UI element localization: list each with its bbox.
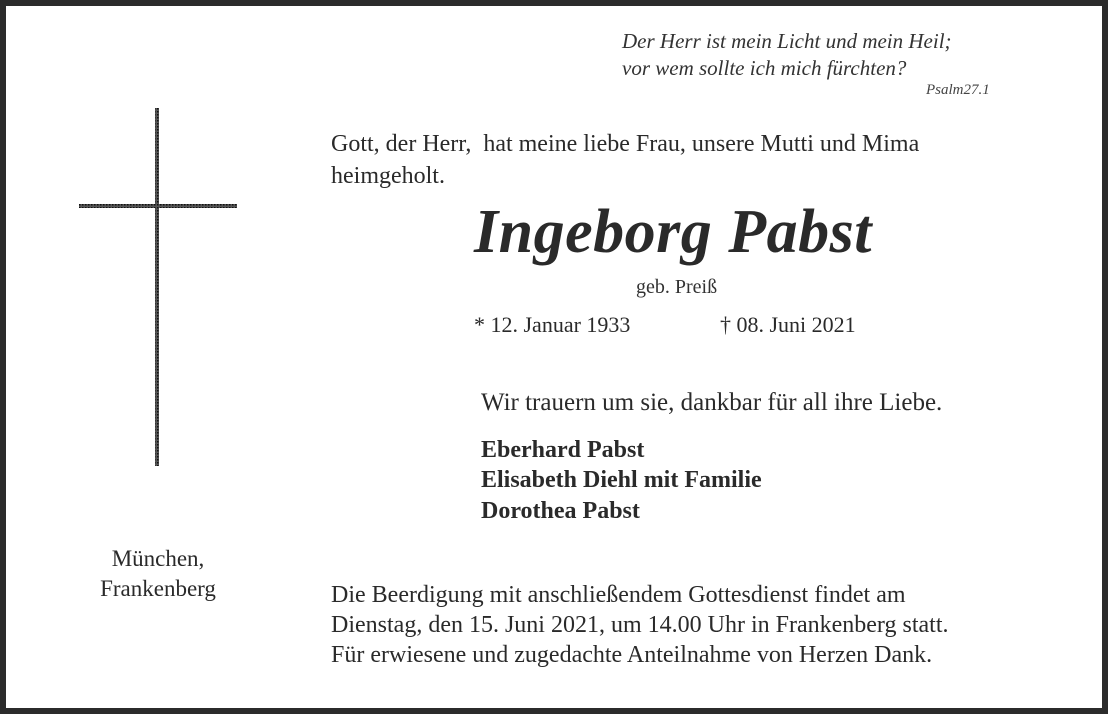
intro-line-1: Gott, der Herr, hat meine liebe Frau, unsere Mutti und Mima bbox=[331, 131, 920, 157]
funeral-notice bbox=[331, 580, 948, 670]
mourner-name: Dorothea Pabst bbox=[481, 498, 640, 524]
place-line-2: Frankenberg bbox=[100, 576, 216, 601]
places bbox=[60, 544, 256, 604]
mourning-text: Wir trauern um sie, dankbar für all ihre Liebe. bbox=[481, 389, 943, 416]
psalm-source: Psalm27.1 bbox=[926, 82, 990, 98]
intro-line-2: heimgeholt. bbox=[331, 163, 445, 189]
intro-text bbox=[331, 128, 919, 192]
maiden-name: geb. Preiß bbox=[636, 276, 718, 298]
psalm-line-2: vor wem sollte ich mich fürchten? bbox=[622, 56, 907, 80]
funeral-line-2: Dienstag, den 15. Juni 2021, um 14.00 Uhr in Frankenberg statt. bbox=[331, 612, 949, 638]
psalm-quote bbox=[622, 28, 952, 82]
birth-date: * 12. Januar 1933 bbox=[474, 312, 631, 337]
deceased-name: Ingeborg Pabst bbox=[474, 198, 872, 266]
death-date: † 08. Juni 2021 bbox=[720, 312, 856, 337]
psalm-line-1: Der Herr ist mein Licht und mein Heil; bbox=[622, 29, 952, 53]
cross-icon bbox=[79, 108, 237, 468]
mourner-name: Elisabeth Diehl mit Familie bbox=[481, 467, 762, 493]
funeral-line-1: Die Beerdigung mit anschließendem Gottesdienst findet am bbox=[331, 582, 906, 608]
place-line-1: München, bbox=[111, 546, 205, 571]
funeral-line-3: Für erwiesene und zugedachte Anteilnahme von Herzen Dank. bbox=[331, 642, 933, 668]
mourner-name: Eberhard Pabst bbox=[481, 437, 645, 463]
